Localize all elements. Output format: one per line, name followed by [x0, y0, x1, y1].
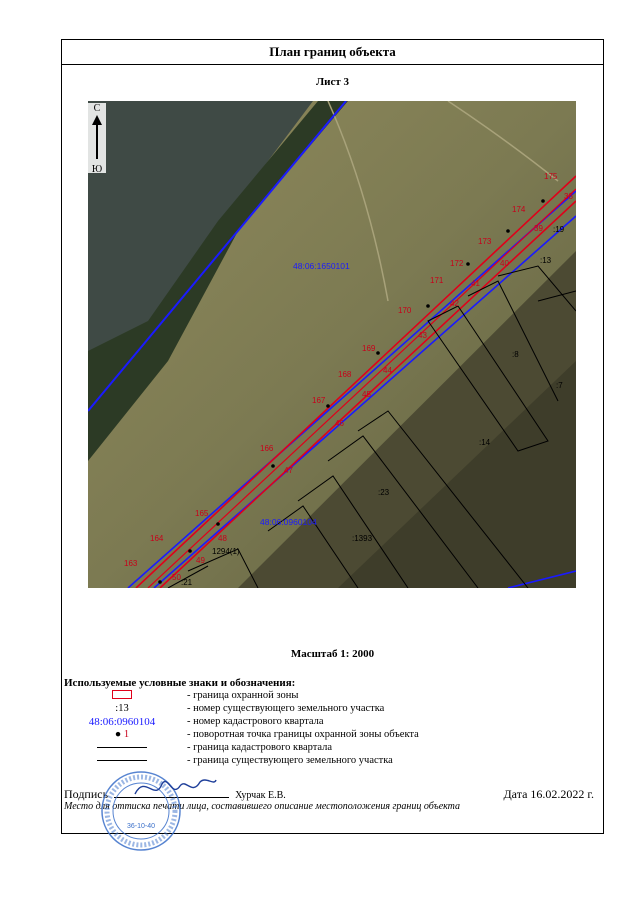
point-49: 49	[196, 556, 205, 565]
point-46: 46	[335, 419, 344, 428]
legend-desc: - номер кадастрового квартала	[187, 716, 324, 727]
quarter-label-0960104: 48:06:0960104	[260, 517, 317, 527]
parcel-1393: :1393	[352, 534, 373, 543]
point-172: 172	[450, 259, 464, 268]
point-44: 44	[383, 366, 392, 375]
legend-title: Используемые условные знаки и обозначения:	[64, 677, 296, 689]
point-169: 169	[362, 344, 376, 353]
parcel-21: :21	[181, 578, 193, 587]
point-45: 45	[362, 390, 371, 399]
signer-name: Хурчак Е.В.	[235, 790, 286, 801]
map-svg	[88, 101, 576, 588]
handwritten-signature	[130, 772, 220, 804]
compass-north: С	[93, 103, 101, 114]
point-40: 40	[500, 259, 509, 268]
point-168: 168	[338, 370, 352, 379]
point-170: 170	[398, 306, 412, 315]
parcel-23: :23	[378, 488, 390, 497]
satellite-map	[88, 101, 576, 588]
point-sample-label: 1	[123, 729, 130, 740]
legend-symbol: 48:06:0960104	[88, 716, 156, 728]
point-42: 42	[450, 299, 459, 308]
zone-boundary-symbol	[82, 690, 162, 702]
point-41: 41	[471, 279, 480, 288]
point-166: 166	[260, 444, 274, 453]
point-47: 47	[284, 466, 293, 475]
legend-desc: - граница охранной зоны	[187, 690, 299, 701]
legend-desc: - поворотная точка границы охранной зоны объекта	[187, 729, 419, 740]
legend-symbol	[82, 729, 162, 740]
parcel-1294: 1294(1)	[212, 547, 240, 556]
legend-desc: - номер существующего земельного участка	[187, 703, 385, 714]
legend-row-parcel-boundary	[62, 755, 603, 768]
point-175: 175	[544, 172, 558, 181]
legend-row-quarter-boundary	[62, 742, 603, 755]
point-39: 39	[534, 224, 543, 233]
north-arrow	[88, 103, 106, 173]
document-title: План границ объекта	[62, 40, 603, 65]
point-48: 48	[218, 534, 227, 543]
parcel-line-symbol	[82, 755, 162, 766]
parcel-13: :13	[540, 256, 552, 265]
point-171: 171	[430, 276, 444, 285]
quarter-line-symbol	[82, 742, 162, 753]
point-163: 163	[124, 559, 138, 568]
legend-symbol: :13	[115, 703, 129, 714]
point-165: 165	[195, 509, 209, 518]
document-frame	[61, 39, 604, 834]
document-date: Дата 16.02.2022 г.	[503, 787, 594, 801]
stamp-number: 36-10-40	[126, 823, 156, 830]
point-173: 173	[478, 237, 492, 246]
signature-label: Подпись	[64, 787, 109, 801]
point-50: 50	[172, 573, 181, 582]
legend-row-zone	[62, 690, 603, 703]
point-43: 43	[418, 331, 427, 340]
point-dot-icon: ●	[114, 729, 122, 740]
sheet-number: Лист 3	[315, 76, 350, 88]
parcel-8: :8	[512, 350, 519, 359]
point-167: 167	[312, 396, 326, 405]
stamp-place-note: Место для оттиска печати лица, составившего описание местоположения границ объекта	[64, 801, 461, 812]
compass-south: Ю	[91, 164, 103, 175]
point-174: 174	[512, 205, 526, 214]
north-arrow-icon	[88, 115, 106, 159]
legend-row-parcel-number	[62, 703, 603, 716]
map-scale: Масштаб 1: 2000	[290, 648, 375, 660]
parcel-19: :19	[553, 225, 565, 234]
legend-row-turning-point	[62, 729, 603, 742]
legend-row-quarter-number	[62, 716, 603, 729]
parcel-7: :7	[556, 381, 563, 390]
point-38: 38	[564, 192, 573, 201]
legend-desc: - граница существующего земельного участка	[187, 755, 393, 766]
parcel-14: :14	[479, 438, 491, 447]
quarter-label-1650101: 48:06:1650101	[293, 261, 350, 271]
legend-desc: - граница кадастрового квартала	[187, 742, 333, 753]
point-164: 164	[150, 534, 164, 543]
